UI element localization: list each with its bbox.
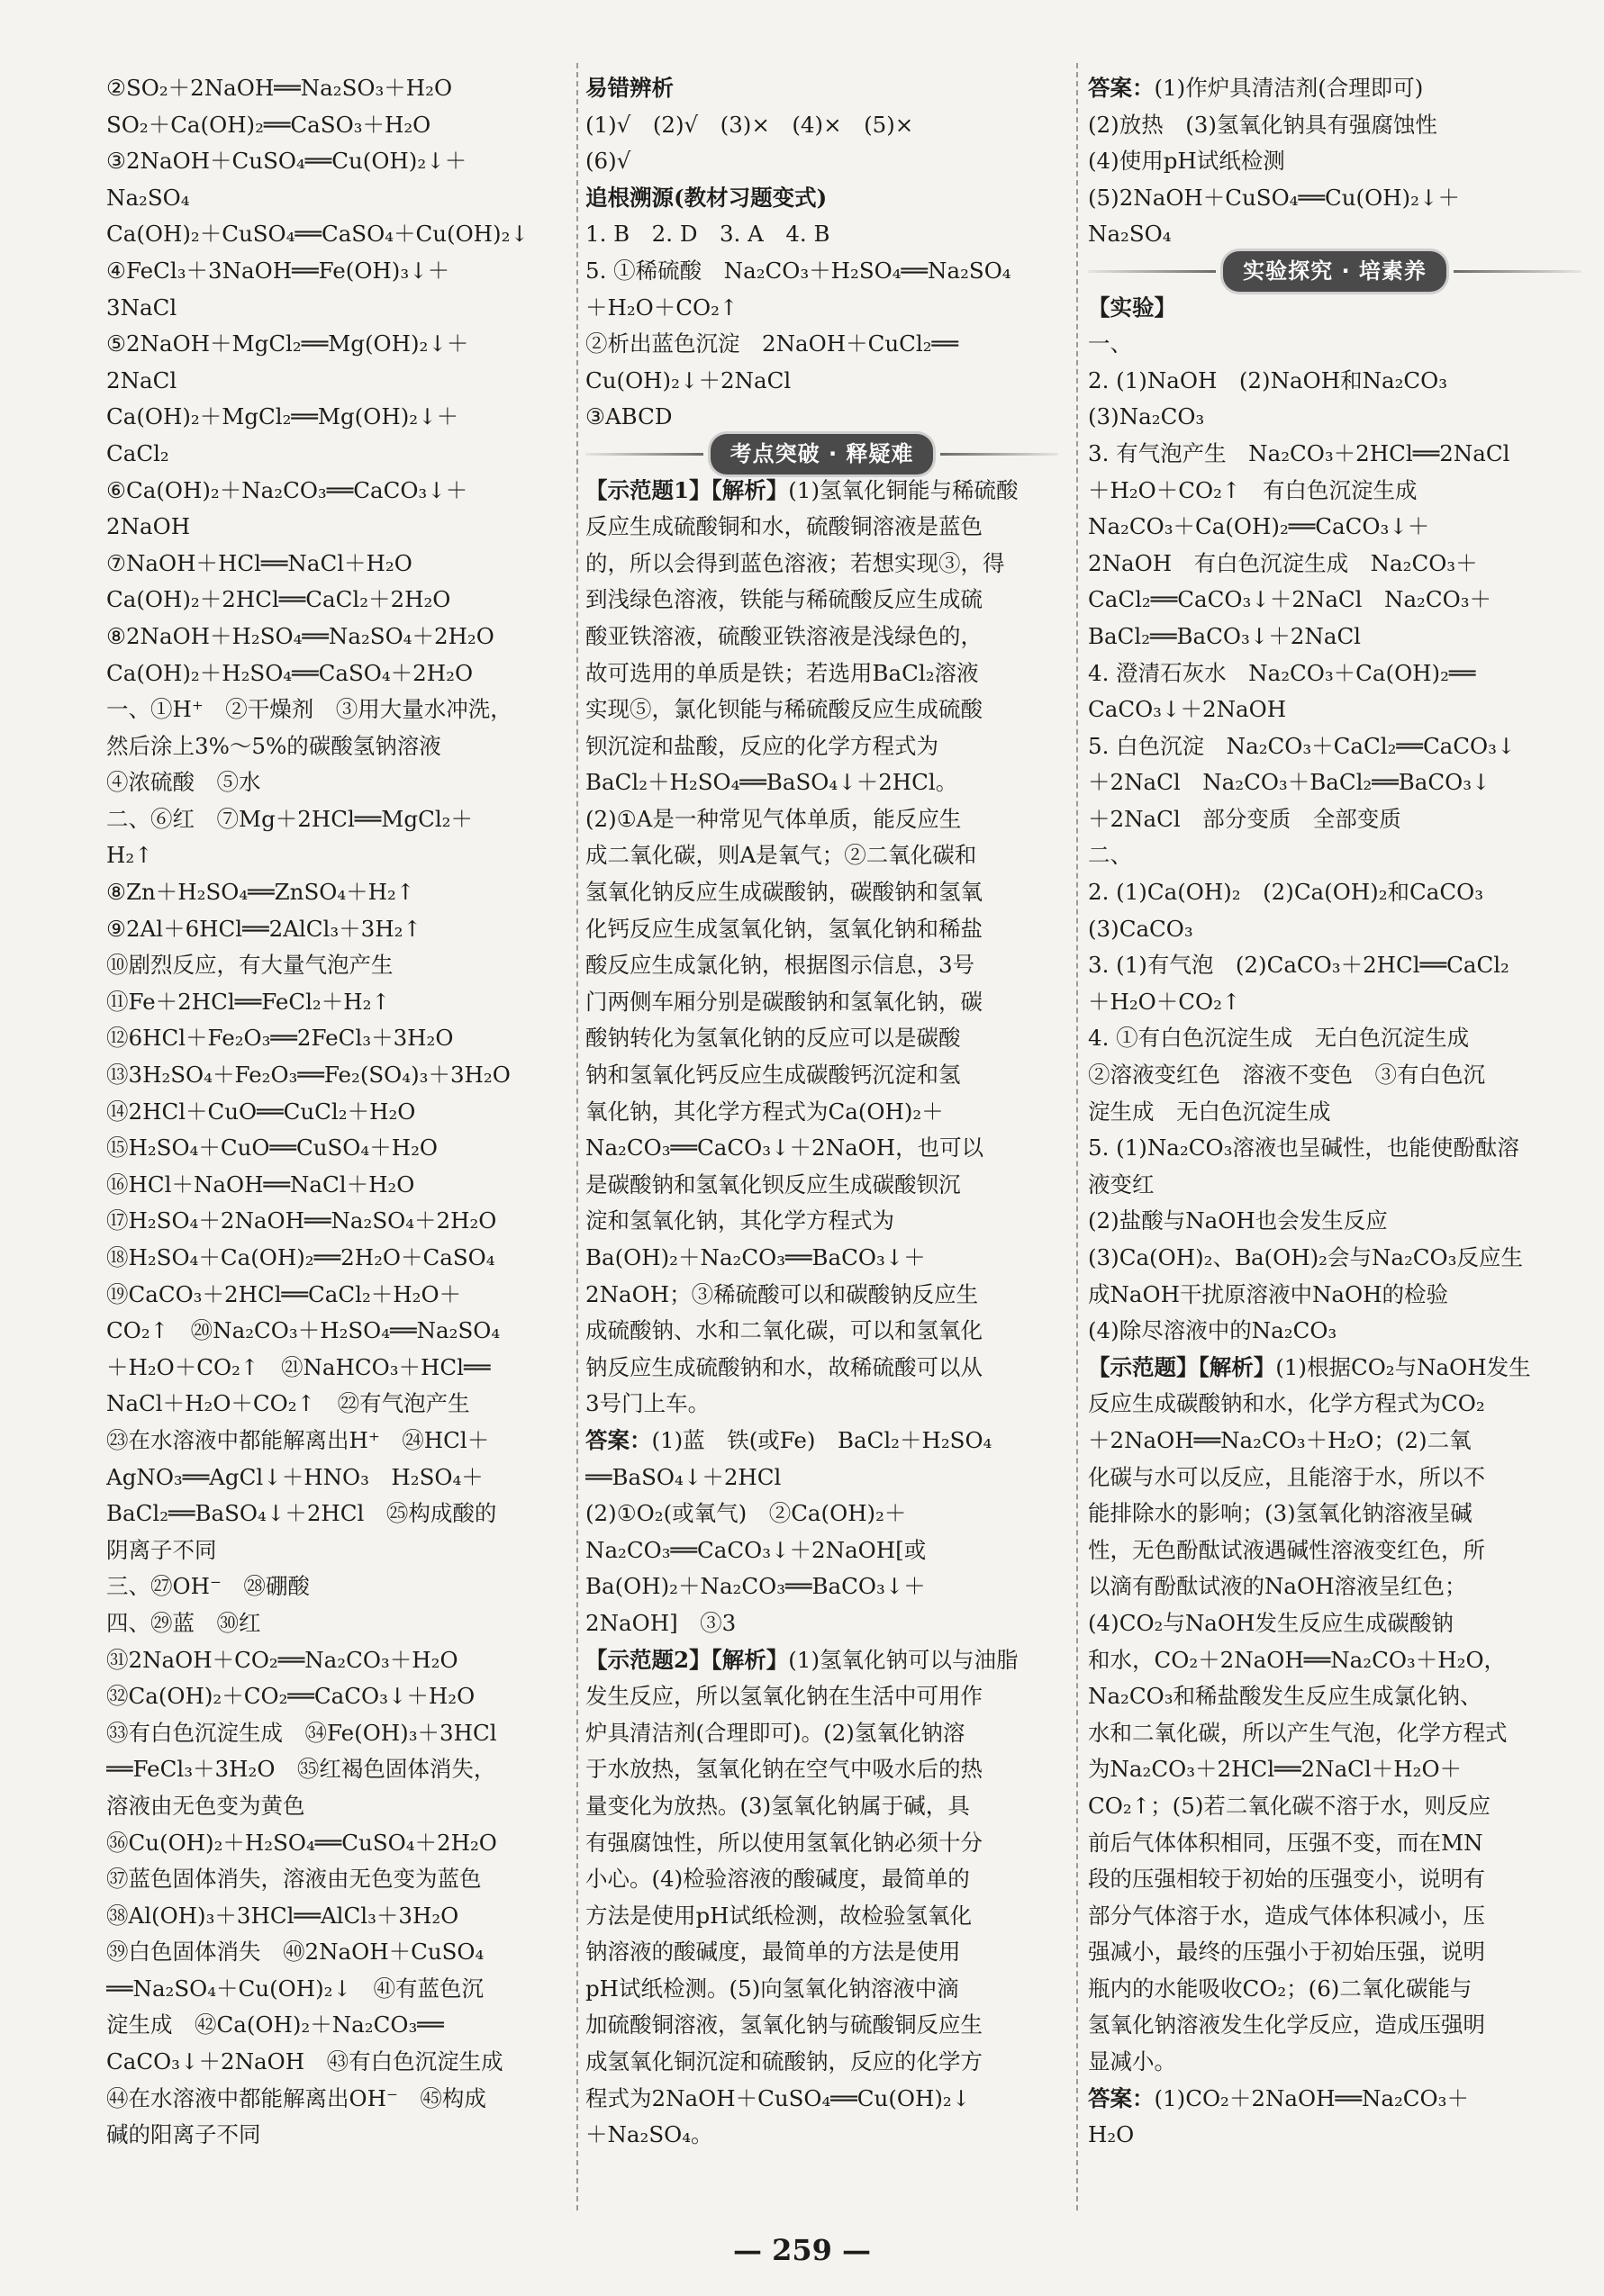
answer-line: 2NaOH 有白色沉淀生成 Na₂CO₃＋ [1088, 549, 1478, 576]
answer-column-2 [585, 70, 1058, 2154]
answer-line: 5. 白色沉淀 Na₂CO₃＋CaCl₂══CaCO₃↓ [1088, 732, 1516, 759]
section-heading-error-analysis: 易错辨析 [585, 75, 674, 101]
answer-line: 有强腐蚀性，所以使用氢氧化钠必须十分 [585, 1829, 983, 1856]
answer-line: Ba(OH)₂＋Na₂CO₃══BaCO₃↓＋ [585, 1573, 926, 1600]
answer-line: 然后涂上3%～5%的碳酸氢钠溶液 [106, 732, 441, 759]
answer-line: 成NaOH干扰原溶液中NaOH的检验 [1088, 1280, 1448, 1307]
answer-line: ＋2NaCl 部分变质 全部变质 [1088, 805, 1401, 832]
answer-line: 2NaCl [106, 366, 177, 393]
answer-line: 成二氧化碳，则A是氧气；②二氧化碳和 [585, 842, 977, 869]
answer-line: 瓶内的水能吸收CO₂；(6)二氧化碳能与 [1088, 1975, 1473, 2002]
answer-line: 是碳酸钠和氢氧化钡反应生成碳酸钡沉 [585, 1171, 961, 1198]
answer-line: 一、 [1088, 330, 1132, 357]
answer-line: 门两侧车厢分别是碳酸钠和氢氧化钠，碳 [585, 988, 983, 1015]
answer-line: ㊹在水溶液中都能解离出OH⁻ ㊺构成 [106, 2084, 486, 2111]
answer-line: 液变红 [1088, 1171, 1155, 1198]
answer-line: 水和二氧化碳，所以产生气泡，化学方程式 [1088, 1719, 1508, 1746]
column-divider-2 [1076, 63, 1078, 2210]
answer-line: 故可选用的单质是铁；若选用BaCl₂溶液 [585, 659, 979, 686]
answer-line: 【示范题1】【解析】(1)氢氧化铜能与稀硫酸 [585, 476, 1019, 503]
answer-line: CO₂↑ ⑳Na₂CO₃＋H₂SO₄══Na₂SO₄ [106, 1317, 501, 1344]
answer-line: 2. (1)Ca(OH)₂ (2)Ca(OH)₂和CaCO₃ [1088, 879, 1484, 906]
answer-line: (5)2NaOH＋CuSO₄══Cu(OH)₂↓＋ [1088, 184, 1460, 211]
answer-line: 溶液由无色变为黄色 [106, 1792, 305, 1819]
answer-line: 加硫酸铜溶液，氢氧化钠与硫酸铜反应生 [585, 2011, 983, 2038]
answer-line: 3. 有气泡产生 Na₂CO₃＋2HCl══2NaCl [1088, 439, 1510, 466]
answer-line: 淀生成 无白色沉淀生成 [1088, 1098, 1331, 1125]
answer-line: 3号门上车。 [585, 1390, 711, 1417]
answer-line: 于水放热，氢氧化钠在空气中吸水后的热 [585, 1756, 983, 1783]
answer-line: ⑨2Al＋6HCl══2AlCl₃＋3H₂↑ [106, 915, 421, 942]
answer-line: 淀生成 ㊷Ca(OH)₂＋Na₂CO₃══ [106, 2011, 444, 2038]
answer-line: 化碳与水可以反应，且能溶于水，所以不 [1088, 1463, 1485, 1490]
answer-column-3 [1088, 70, 1581, 2154]
answer-line: 2NaOH [106, 513, 191, 540]
answer-line: 3. (1)有气泡 (2)CaCO₃＋2HCl══CaCl₂ [1088, 952, 1509, 979]
answer-line: Na₂CO₃══CaCO₃↓＋2NaOH，也可以 [585, 1134, 984, 1162]
answer-line: ⑰H₂SO₄＋2NaOH══Na₂SO₄＋2H₂O [106, 1207, 497, 1234]
answer-line: (6)√ [585, 148, 631, 175]
answer-line: 【示范题2】【解析】(1)氢氧化钠可以与油脂 [585, 1646, 1019, 1673]
answer-line: ⑥Ca(OH)₂＋Na₂CO₃══CaCO₃↓＋ [106, 476, 468, 503]
answer-line: 钠反应生成硫酸钠和水，故稀硫酸可以从 [585, 1353, 983, 1380]
answer-line: ⑱H₂SO₄＋Ca(OH)₂══2H₂O＋CaSO₄ [106, 1244, 495, 1270]
answer-line: Ca(OH)₂＋CuSO₄══CaSO₄＋Cu(OH)₂↓ [106, 221, 529, 248]
answer-line: ══Na₂SO₄＋Cu(OH)₂↓ ㊶有蓝色沉 [106, 1975, 484, 2002]
answer-line: 【示范题】【解析】(1)根据CO₂与NaOH发生 [1088, 1353, 1531, 1380]
answer-line: 4. ①有白色沉淀生成 无白色沉淀生成 [1088, 1025, 1470, 1052]
answer-line: Ca(OH)₂＋2HCl══CaCl₂＋2H₂O [106, 586, 451, 613]
answer-line: 氢氧化钠反应生成碳酸钠，碳酸钠和氢氧 [585, 879, 983, 906]
answer-line: Ca(OH)₂＋H₂SO₄══CaSO₄＋2H₂O [106, 659, 474, 686]
answer-column-1 [106, 70, 575, 2154]
textbook-variant-answers [585, 216, 1058, 436]
answer-line: 2NaOH] ③3 [585, 1609, 737, 1636]
answer-line: ⑬3H₂SO₄＋Fe₂O₃══Fe₂(SO₄)₃＋3H₂O [106, 1062, 511, 1089]
answer-line: BaCl₂＋H₂SO₄══BaSO₄↓＋2HCl。 [585, 769, 958, 796]
answer-line: 和水，CO₂＋2NaOH══Na₂CO₃＋H₂O， [1088, 1646, 1507, 1673]
answer-line: (3)Na₂CO₃ [1088, 403, 1205, 430]
section-heading-textbook-variants: 追根溯源(教材习题变式) [585, 184, 828, 211]
answer-line: ㊲蓝色固体消失，溶液由无色变为蓝色 [106, 1866, 482, 1893]
answer-line: CaCl₂══CaCO₃↓＋2NaCl Na₂CO₃＋ [1088, 586, 1492, 613]
answer-line: 钡沉淀和盐酸，反应的化学方程式为 [585, 732, 938, 759]
answer-line: ⑤2NaOH＋MgCl₂══Mg(OH)₂↓＋ [106, 330, 469, 357]
page-number: — 259 — [732, 2233, 872, 2267]
answer-line: 钠溶液的酸碱度，最简单的方法是使用 [585, 1939, 961, 1966]
answer-line: H₂↑ [106, 842, 153, 869]
answer-line: H₂O [1088, 2121, 1135, 2148]
answer-line: ＋H₂O＋CO₂↑ ㉑NaHCO₃＋HCl══ [106, 1353, 491, 1380]
column-divider-1 [576, 63, 578, 2210]
answer-line: 程式为2NaOH＋CuSO₄══Cu(OH)₂↓ [585, 2084, 971, 2111]
answer-line: 3NaCl [106, 294, 177, 321]
answer-line: pH试纸检测。(5)向氢氧化钠溶液中滴 [585, 1975, 959, 2002]
answer-line: (2)①O₂(或氧气) ②Ca(OH)₂＋ [585, 1500, 907, 1527]
answer-line: ㉓在水溶液中都能解离出H⁺ ㉔HCl＋ [106, 1426, 490, 1453]
answer-line: 【实验】 [1088, 294, 1176, 321]
answer-line: (1)√ (2)√ (3)× (4)× (5)× [585, 111, 914, 138]
answer-line: ④FeCl₃＋3NaOH══Fe(OH)₃↓＋ [106, 257, 450, 284]
answer-line: 能排除水的影响；(3)氢氧化钠溶液呈碱 [1088, 1500, 1473, 1527]
answer-line: ②溶液变红色 溶液不变色 ③有白色沉 [1088, 1062, 1485, 1089]
answer-line: BaCl₂══BaSO₄↓＋2HCl ㉕构成酸的 [106, 1500, 497, 1527]
answer-line: 显减小。 [1088, 2048, 1176, 2075]
answer-line: 小心。(4)检验溶液的酸碱度，最简单的 [585, 1866, 970, 1893]
answer-line: 反应生成碳酸钠和水，化学方程式为CO₂ [1088, 1390, 1485, 1417]
answer-line: ⑩剧烈反应，有大量气泡产生 [106, 952, 394, 979]
answer-line: Ba(OH)₂＋Na₂CO₃══BaCO₃↓＋ [585, 1244, 926, 1270]
answer-line: 前后气体体积相同，压强不变，而在MN [1088, 1829, 1483, 1856]
answer-line: ＋2NaOH══Na₂CO₃＋H₂O；(2)二氧 [1088, 1426, 1472, 1453]
answer-line: 一、①H⁺ ②干燥剂 ③用大量水冲洗， [106, 696, 512, 723]
answer-line: 化钙反应生成氢氧化钠，氢氧化钠和稀盐 [585, 915, 983, 942]
answer-line: 强减小，最终的压强小于初始压强，说明 [1088, 1939, 1485, 1966]
answer-line: ══FeCl₃＋3H₂O ㉟红褐色固体消失， [106, 1756, 496, 1783]
answer-line: Na₂CO₃══CaCO₃↓＋2NaOH[或 [585, 1536, 927, 1563]
answer-line: 炉具清洁剂(合理即可)。(2)氢氧化钠溶 [585, 1719, 965, 1746]
answer-line: 以滴有酚酞试液的NaOH溶液呈红色； [1088, 1573, 1467, 1600]
answer-line: 阴离子不同 [106, 1536, 217, 1563]
answer-line: 答案：(1)CO₂＋2NaOH══Na₂CO₃＋ [1088, 2084, 1469, 2111]
answer-line: ＋H₂O＋CO₂↑ [585, 294, 739, 321]
answer-line: NaCl＋H₂O＋CO₂↑ ㉒有气泡产生 [106, 1390, 470, 1417]
answer-line: 答案：(1)蓝 铁(或Fe) BaCl₂＋H₂SO₄ [585, 1426, 992, 1453]
section-banner-key-points [585, 436, 1058, 473]
answer-line: 实现⑤，氯化钡能与稀硫酸反应生成硫酸 [585, 696, 983, 723]
answer-line: 5. (1)Na₂CO₃溶液也呈碱性，也能使酚酞溶 [1088, 1134, 1519, 1162]
answer-line: ㉛2NaOH＋CO₂══Na₂CO₃＋H₂O [106, 1646, 458, 1673]
answer-line: SO₂＋Ca(OH)₂══CaSO₃＋H₂O [106, 111, 431, 138]
answer-line: 成氢氧化铜沉淀和硫酸钠，反应的化学方 [585, 2048, 983, 2075]
answer-line: 反应生成硫酸铜和水，硫酸铜溶液是蓝色 [585, 513, 983, 540]
answer-line: (2)盐酸与NaOH也会发生反应 [1088, 1207, 1388, 1234]
answer-line: 方法是使用pH试纸检测，故检验氢氧化 [585, 1902, 973, 1929]
answer-line: ④浓硫酸 ⑤水 [106, 769, 261, 796]
answer-line: Na₂CO₃和稀盐酸发生反应生成氯化钠、 [1088, 1683, 1482, 1710]
answer-line: 到浅绿色溶液，铁能与稀硫酸反应生成硫 [585, 586, 983, 613]
answer-line: 二、 [1088, 842, 1132, 869]
answer-line: CaCl₂ [106, 439, 169, 466]
answer-line: Na₂CO₃＋Ca(OH)₂══CaCO₃↓＋ [1088, 513, 1430, 540]
answer-line: Cu(OH)₂↓＋2NaCl [585, 366, 792, 393]
answer-line: ②SO₂＋2NaOH══Na₂SO₃＋H₂O [106, 75, 453, 101]
answer-line: Na₂SO₄ [106, 184, 190, 211]
answer-line: 部分气体溶于水，造成气体体积减小，压 [1088, 1902, 1485, 1929]
answer-line: ＋H₂O＋CO₂↑ 有白色沉淀生成 [1088, 476, 1418, 503]
answer-line: AgNO₃══AgCl↓＋HNO₃ H₂SO₄＋ [106, 1463, 484, 1490]
experiment-answers [1088, 290, 1581, 2154]
example-explanations [585, 473, 1058, 2154]
answer-line: ⑧2NaOH＋H₂SO₄══Na₂SO₄＋2H₂O [106, 622, 494, 649]
answer-line: CaCO₃↓＋2NaOH ㊸有白色沉淀生成 [106, 2048, 503, 2075]
answer-line: 4. 澄清石灰水 Na₂CO₃＋Ca(OH)₂══ [1088, 659, 1476, 686]
answer-line: 2NaOH；③稀硫酸可以和碳酸钠反应生 [585, 1280, 979, 1307]
answer-line: 5. ①稀硫酸 Na₂CO₃＋H₂SO₄══Na₂SO₄ [585, 257, 1011, 284]
answer-line: 1. B 2. D 3. A 4. B [585, 221, 830, 248]
answer-line: ⑦NaOH＋HCl══NaCl＋H₂O [106, 549, 412, 576]
answer-line: (3)Ca(OH)₂、Ba(OH)₂会与Na₂CO₃反应生 [1088, 1244, 1523, 1270]
banner-label: 实验探究 · 培素养 [1223, 251, 1446, 292]
answer-line: 酸亚铁溶液，硫酸亚铁溶液是浅绿色的， [585, 622, 983, 649]
answer-line: 三、㉗OH⁻ ㉘硼酸 [106, 1573, 310, 1600]
answer-line: 的，所以会得到蓝色溶液；若想实现③，得 [585, 549, 1005, 576]
answer-line: 成硫酸钠、水和二氧化碳，可以和氢氧化 [585, 1317, 983, 1344]
answer-line: 四、㉙蓝 ㉚红 [106, 1609, 261, 1636]
answer-line: Ca(OH)₂＋MgCl₂══Mg(OH)₂↓＋ [106, 403, 459, 430]
answer-line: 发生反应，所以氢氧化钠在生活中可用作 [585, 1683, 983, 1710]
example-answers [1088, 70, 1581, 253]
answer-line: 碱的阳离子不同 [106, 2121, 261, 2148]
section-banner-experiment [1088, 253, 1581, 290]
answer-line: (4)除尽溶液中的Na₂CO₃ [1088, 1317, 1337, 1344]
answer-line: ⑭2HCl＋CuO══CuCl₂＋H₂O [106, 1098, 416, 1125]
answer-line: (4)使用pH试纸检测 [1088, 148, 1285, 175]
answer-line: ＋2NaCl Na₂CO₃＋BaCl₂══BaCO₃↓ [1088, 769, 1491, 796]
answer-line: ㊴白色固体消失 ㊵2NaOH＋CuSO₄ [106, 1939, 485, 1966]
answer-line: (2)放热 (3)氢氧化钠具有强腐蚀性 [1088, 111, 1437, 138]
answer-line: Na₂SO₄ [1088, 221, 1172, 248]
answer-line: 氧化钠，其化学方程式为Ca(OH)₂＋ [585, 1098, 944, 1125]
answer-line: 二、⑥红 ⑦Mg＋2HCl══MgCl₂＋ [106, 805, 473, 832]
answer-line: ②析出蓝色沉淀 2NaOH＋CuCl₂══ [585, 330, 959, 357]
answer-line: 性，无色酚酞试液遇碱性溶液变红色，所 [1088, 1536, 1485, 1563]
banner-label: 考点突破 · 释疑难 [711, 434, 934, 475]
answer-line: ⑧Zn＋H₂SO₄══ZnSO₄＋H₂↑ [106, 879, 415, 906]
answer-line: (4)CO₂与NaOH发生反应生成碳酸钠 [1088, 1609, 1454, 1636]
answer-line: ㊱Cu(OH)₂＋H₂SO₄══CuSO₄＋2H₂O [106, 1829, 497, 1856]
answer-line: (3)CaCO₃ [1088, 915, 1193, 942]
answer-line: 淀和氢氧化钠，其化学方程式为 [585, 1207, 894, 1234]
answer-line: 为Na₂CO₃＋2HCl══2NaCl＋H₂O＋ [1088, 1756, 1463, 1783]
answer-line: 段的压强相较于初始的压强变小，说明有 [1088, 1866, 1485, 1893]
answer-line: 量变化为放热。(3)氢氧化钠属于碱，具 [585, 1792, 970, 1819]
answer-line: ③ABCD [585, 403, 673, 430]
error-analysis-answers [585, 107, 1058, 180]
answer-line: 氢氧化钠溶液发生化学反应，造成压强明 [1088, 2011, 1485, 2038]
answer-line: ㊳Al(OH)₃＋3HCl══AlCl₃＋3H₂O [106, 1902, 459, 1929]
answer-line: ③2NaOH＋CuSO₄══Cu(OH)₂↓＋ [106, 148, 467, 175]
answer-line: ＋H₂O＋CO₂↑ [1088, 988, 1241, 1015]
answer-line: ⑲CaCO₃＋2HCl══CaCl₂＋H₂O＋ [106, 1280, 462, 1307]
answer-line: ＋Na₂SO₄。 [585, 2121, 713, 2148]
answer-line: ㉝有白色沉淀生成 ㉞Fe(OH)₃＋3HCl [106, 1719, 497, 1746]
answer-line: ㉜Ca(OH)₂＋CO₂══CaCO₃↓＋H₂O [106, 1683, 476, 1710]
answer-line: CaCO₃↓＋2NaOH [1088, 696, 1287, 723]
answer-line: 答案：(1)作炉具清洁剂(合理即可) [1088, 75, 1424, 101]
answer-line: ══BaSO₄↓＋2HCl [585, 1463, 782, 1490]
answer-line: CO₂↑；(5)若二氧化碳不溶于水，则反应 [1088, 1792, 1491, 1819]
answer-line: BaCl₂══BaCO₃↓＋2NaCl [1088, 622, 1362, 649]
answer-line: ⑯HCl＋NaOH══NaCl＋H₂O [106, 1171, 415, 1198]
answer-line: ⑫6HCl＋Fe₂O₃══2FeCl₃＋3H₂O [106, 1025, 454, 1052]
answer-line: ⑪Fe＋2HCl══FeCl₂＋H₂↑ [106, 988, 390, 1015]
answer-line: 2. (1)NaOH (2)NaOH和Na₂CO₃ [1088, 366, 1448, 393]
answer-line: ⑮H₂SO₄＋CuO══CuSO₄＋H₂O [106, 1134, 438, 1162]
answer-line: (2)①A是一种常见气体单质，能反应生 [585, 805, 962, 832]
answer-line: 酸钠转化为氢氧化钠的反应可以是碳酸 [585, 1025, 961, 1052]
answer-line: 酸反应生成氯化钠，根据图示信息，3号 [585, 952, 975, 979]
answer-line: 钠和氢氧化钙反应生成碳酸钙沉淀和氢 [585, 1062, 961, 1089]
